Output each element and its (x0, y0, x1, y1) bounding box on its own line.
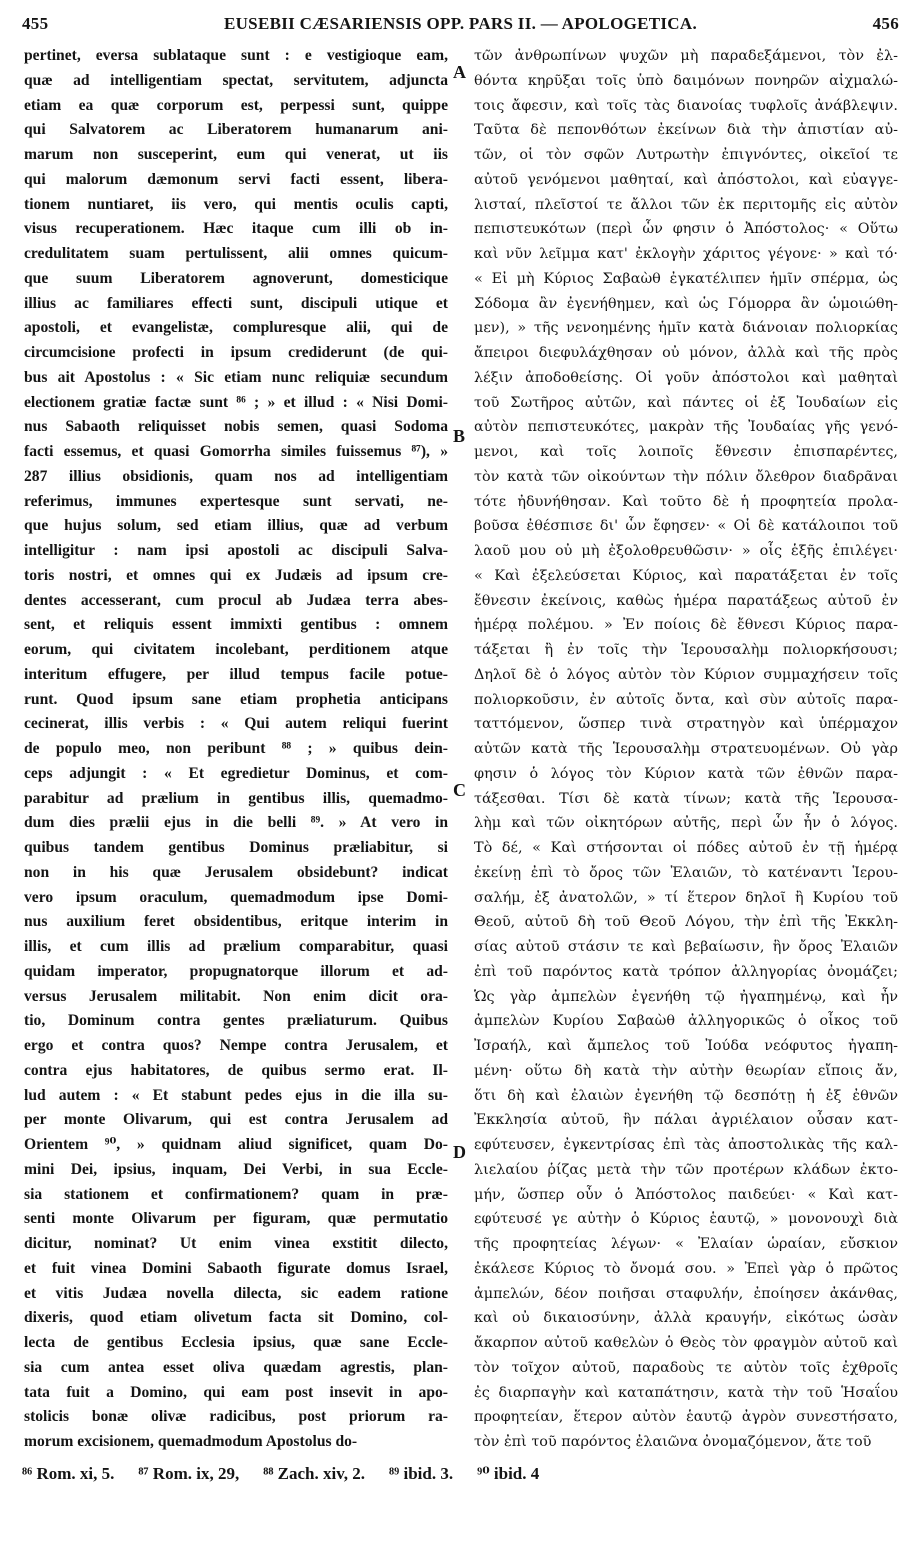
latin-text-line: contra ejus habitatores, de quibus sermo erat. Il- (24, 1061, 448, 1079)
footnote: ⁸⁹ ibid. 3. (389, 1464, 454, 1483)
page-number-right: 456 (872, 14, 899, 33)
greek-text-line: λισταί, πλεῖστοί τε ἄλλοι τῶν ἐκ περιτομῆς εἰς αὐτὸν (474, 196, 898, 213)
latin-text-line: nus auxilium feret obsidentibus, eritque interim in (24, 913, 448, 931)
latin-text-line: sent, et reliquis essent immixti gentibus : omnem (24, 616, 448, 634)
greek-text-line: τῶν, οἱ τὸν σφῶν Λυτρωτὴν ἐπιγνόντες, οἰκεῖοί τε (474, 147, 898, 163)
latin-text-line: qui malorum dæmonum servi facti essent, libera- (24, 170, 448, 188)
greek-text-line: καὶ νῦν λεῖμμα κατ' ἐκλογὴν χάριτος γέγονε· » καὶ τό· (474, 246, 898, 262)
greek-text-line: λὴμ καὶ τῶν οἰκητόρων αὐτῆς, περὶ ὧν ἦν ὁ λόγος. (474, 815, 898, 832)
greek-text-line: πολιορκοῦσιν, ἐν αὐτοῖς ὄντα, καὶ σὺν αὐτοῖς παρα- (474, 691, 898, 708)
greek-text-line: ἡμέρᾳ πολέμου. » Ἐν ποίοις δὲ ἔθνεσι Κύριος παρα- (474, 617, 898, 634)
page-header (22, 14, 899, 40)
greek-text-line: εφύτευσεν, ἐγκεντρίσας ἐπὶ τὰς ἀποστολικὰς τῆς καλ- (474, 1137, 898, 1153)
latin-text-line: de populo meo, non peribunt ⁸⁸ ; » quibus dein- (24, 740, 448, 757)
greek-text-line: ἔθνεσιν ἐκείνοις, καθὼς ἡμέρα παρατάξεως αὐτοῦ ἐν (474, 592, 898, 609)
footnote: ⁸⁸ Zach. xiv, 2. (263, 1464, 366, 1483)
greek-text-line: μενοι, καὶ τοῖς λοιποῖς ἔθνεσιν ἐπισπαρέντες, (474, 444, 898, 460)
footnote: ⁸⁶ Rom. xi, 5. (22, 1464, 115, 1483)
greek-text-line: Τὸ δέ, « Καὶ στήσονται οἱ πόδες αὐτοῦ ἐν τῇ ἡμέρᾳ (474, 840, 898, 856)
greek-text-line: Δηλοῖ δὲ ὁ λόγος αὐτὸν τὸν Κύριον συμμαχήσειν τοῖς (474, 666, 898, 683)
greek-text-line: Σόδομα ἂν ἐγενήθημεν, καὶ ὡς Γόμορρα ἂν ὡμοιώθη- (474, 295, 898, 312)
greek-text-line: τῆς προφητείας λέγων· « Ἐλαίαν ὡραίαν, εὔσκιον (474, 1236, 898, 1252)
latin-text-line: marum non susceperint, eum qui venerat, ut iis (24, 146, 448, 163)
footnote: ⁹⁰ ibid. 4 (477, 1464, 540, 1483)
latin-text-line: pertinet, eversa sublataque sunt : e vestigioque eam, (24, 47, 448, 64)
running-title: EUSEBII CÆSARIENSIS OPP. PARS II. — APOLOGETICA. (223, 14, 698, 33)
latin-text-line: tio, Dominum contra gentes præliaturum. Quibus (24, 1012, 448, 1030)
greek-text-line: λαοῦ μου οὐ μὴ ἐξολοθρευθῶσιν· » οἷς ἑξῆς ἐπιλέγει· (474, 543, 898, 559)
latin-text-line: dum dies prælii ejus in die belli ⁸⁹. » At vero in (24, 814, 448, 832)
latin-text-line: facti essemus, et quasi Gomorrha similes fuissemus ⁸⁷), » (24, 443, 448, 460)
latin-text-line: visus recuperationem. Hæc itaque cum illi ob in- (24, 220, 448, 238)
latin-text-line: que suum Liberatorem agnoverunt, domesticique (24, 269, 448, 287)
latin-text-line: tata fuit a Domino, qui eam post insevit in apo- (24, 1383, 448, 1401)
greek-text-line: « Καὶ ἐξελεύσεται Κύριος, καὶ παρατάξεται ἐν τοῖς (474, 567, 898, 584)
greek-text-line: προφητείαν, ἕτερον αὐτὸν ἑαυτῷ ἀγρὸν συνεστήσατο, (474, 1409, 898, 1426)
greek-text-line: τότε ἠδυνήθησαν. Καὶ τοῦτο δὲ ἡ προφητεία προλα- (474, 493, 898, 510)
footnotes (22, 1464, 899, 1484)
greek-text-line: ἐκάλεσε Κύριος τὸ ὄνομά σου. » Ἐπεὶ γὰρ ὁ πρῶτος (474, 1260, 898, 1277)
latin-text-line: apostoli, et evangelistæ, compluresque alii, qui de (24, 319, 448, 337)
latin-text-line: stolicis bonæ olivæ radicibus, post priorum ra- (24, 1408, 448, 1426)
greek-text-line: εφύτευσέ γε αὐτὴν ὁ Κύριος ἑαυτῷ, » μονονουχὶ διὰ (474, 1211, 898, 1228)
greek-text-line: « Εἰ μὴ Κύριος Σαβαὼθ ἐγκατέλιπεν ἡμῖν σπέρμα, ὡς (474, 270, 898, 287)
latin-text-line: illis, et cum illis ad prælium comparabitur, quasi (24, 938, 448, 955)
margin-marker-b: B (453, 426, 466, 446)
latin-text-line: toris nostri, et omnes qui ex Judæis ad ipsum cre- (24, 566, 448, 584)
latin-text-line: et vitis Judæa novella dilecta, sic eadem ratione (24, 1284, 448, 1302)
greek-text-line: αὐτοῦ γενόμενοι μαθηταί, καὶ ἀπόστολοι, καὶ εὐαγγε- (474, 171, 898, 188)
greek-text-line: μήν, ὥσπερ οὖν ὁ Ἀπόστολος παιδεύει· « Καὶ κατ- (474, 1186, 898, 1203)
latin-text-line: bus ait Apostolus : « Sic etiam nunc reliquiæ secundum (24, 368, 448, 386)
margin-marker-d: D (453, 1142, 466, 1162)
page-number-left: 455 (22, 14, 49, 33)
latin-text-line: morum excisionem, quemadmodum Apostolus do- (24, 1433, 358, 1450)
latin-text-line: et fuit vinea Domini Sabaoth figurate domus Israel, (24, 1259, 448, 1277)
latin-text-line: illius ac familiares effecti sunt, discipuli utique et (24, 294, 448, 312)
latin-text-line: eorum, qui civitatem incolebant, perditionem atque (24, 641, 448, 658)
greek-text-line: σίας αὐτοῦ στάσιν τε καὶ βεβαίωσιν, ἣν ὄρος Ἐλαιῶν (474, 939, 898, 955)
latin-text-line: dixeris, quod etiam olivetum facta sit Domino, col- (24, 1309, 448, 1327)
greek-text-line: αὐτὸν πεπιστευκότες, μακρὰν τῆς Ἰουδαίας γῆς γενό- (474, 419, 898, 436)
latin-text-line: etiam ea quæ corporum est, perpessi sunt, quippe (24, 96, 448, 114)
latin-text-line: sia cum antea esset oliva quædam agrestis, plan- (24, 1358, 448, 1376)
latin-text-line: parabitur ad prælium in gentibus illis, quemadmo- (24, 789, 448, 807)
greek-text-line: φησιν ὁ λόγος τὸν Κύριον κατὰ τῶν ἐθνῶν παρα- (474, 765, 898, 782)
latin-column (24, 44, 448, 1455)
latin-text-line: interitum effugere, per illud tempus facile potue- (24, 665, 448, 683)
greek-text-line: καὶ οὐ δικαιοσύνην, ἀλλὰ κραυγήν, εἰκότως ὡσὰν (474, 1310, 898, 1327)
latin-text-line: lud autem : « Et stabunt pedes ejus in die illa su- (24, 1086, 448, 1104)
latin-text-line: sia stationem et confirmationem? quam in præ- (24, 1185, 448, 1203)
greek-text-line: τάξεται ἢ ἐν τοῖς τὴν Ἱερουσαλὴμ πολιορκήσουσι; (474, 642, 898, 658)
greek-text-line: αὐτῶν κατὰ τῆς Ἱερουσαλὴμ στρατευομένων. Οὐ γὰρ (474, 741, 898, 757)
greek-text-line: Ὡς γὰρ ἀμπελὼν ἐγενήθη τῷ ἠγαπημένῳ, καὶ ἦν (474, 988, 898, 1005)
latin-text-line: dicitur, nominat? Ut enim vinea exstitit dilecto, (24, 1235, 448, 1252)
latin-text-line: que hujus solum, sed etiam illius, quæ ad verbum (24, 517, 448, 535)
greek-text-line: Θεοῦ, αὐτοῦ δὴ τοῦ Θεοῦ Λόγου, τὴν ἐπὶ τῆς Ἐκκλη- (474, 914, 898, 931)
latin-text-line: non in his quæ Jerusalem obsidebunt? indicat (24, 863, 448, 881)
latin-text-line: 287 illius obsidionis, quam nos ad intelligentiam (24, 467, 448, 485)
latin-text-line: runt. Quod ipsum sane etiam prophetia anticipans (24, 690, 448, 708)
greek-text-line: Ἰσραήλ, καὶ ἄμπελος τοῦ Ἰούδα νεόφυτος ἠγαπη- (474, 1038, 898, 1054)
greek-text-line: ὅτι δὴ καὶ ἐλαιὼν ἐγενήθη τῷ δεσπότῃ ἡ ἐξ ἐθνῶν (474, 1087, 898, 1104)
latin-text-line: versus Jerusalem militabit. Non enim dicit ora- (24, 987, 448, 1005)
latin-text-line: circumcisione profecti in ipsum crediderunt (de qui- (24, 344, 448, 361)
greek-text-line: ταττόμενον, ὥσπερ τινὰ στρατηγὸν καὶ ὑπέρμαχον (474, 716, 898, 733)
latin-text-line: Orientem ⁹⁰, » quidnam aliud significet, quam Do- (24, 1136, 448, 1153)
greek-text-line: Ἐκκλησία αὐτοῦ, ἣν πάλαι ἀγριέλαιον οὖσαν κατ- (474, 1112, 898, 1129)
latin-text-line: quidam imperator, propugnatorque illorum et ad- (24, 962, 448, 980)
greek-text-line: ἄκαρπον αὐτοῦ καθελὼν ὁ Θεὸς τὸν φραγμὸν αὐτοῦ καὶ (474, 1335, 898, 1351)
latin-text-line: dentes accesserant, cum procul ab Judæa terra abes- (24, 591, 448, 609)
footnote: ⁸⁷ Rom. ix, 29, (138, 1464, 240, 1483)
greek-text-line: τὸν κατὰ τῶν οἰκούντων τὴν πόλιν ὄλεθρον διαδρᾶναι (474, 468, 898, 485)
greek-text-line: ἀμπελών, δέον ποιῆσαι σταφυλήν, ἐποίησεν ἀκάνθας, (474, 1285, 898, 1302)
latin-text-line: electionem gratiæ factæ sunt ⁸⁶ ; » et illud : « Nisi Domi- (24, 393, 448, 411)
latin-text-line: referimus, immunes expertesque sunt servati, ne- (24, 492, 448, 510)
greek-text-line: ἐπὶ τοῦ παρόντος κατὰ τρόπον ἀλληγορίας ὀνομάζει; (474, 963, 898, 980)
latin-text-line: vero ipsum oraculum, quemadmodum ipse Domi- (24, 888, 448, 906)
latin-text-line: per monte Olivarum, qui est contra Jerusalem ad (24, 1111, 448, 1129)
latin-text-line: ergo et contra quos? Nempe contra Jerusalem, et (24, 1037, 448, 1054)
margin-marker-a: A (453, 62, 466, 82)
greek-text-line: μεν), » τῆς νενοημένης ἡμῖν κατὰ διάνοιαν πολιορκίας (474, 320, 898, 337)
latin-text-line: credulitatem suam pertulissent, alii omnes quicum- (24, 245, 448, 262)
greek-text-line: μένη· οὕτω δὴ κατὰ τὴν αὐτὴν θεωρίαν εἴποις ἄν, (474, 1062, 898, 1079)
greek-text-line: τῶν ἀνθρωπίνων ψυχῶν μὴ παραδεξάμενοι, τὸν ἐλ- (474, 48, 898, 64)
greek-text-line: τοις ἄφεσιν, καὶ τοῖς τὰς διανοίας τυφλοῖς ἀνάβλεψιν. (474, 97, 898, 114)
greek-text-line: ἄπειροι διεφυλάχθησαν οὐ μόνον, ἀλλὰ καὶ τῆς πρὸς (474, 345, 898, 361)
latin-text-line: intelligitur : nam ipsi apostoli ac discipuli Salva- (24, 542, 448, 559)
margin-marker-c: C (453, 780, 466, 800)
latin-text-line: cecinerat, illis verbis : « Qui autem reliqui fuerint (24, 715, 448, 733)
latin-text-line: lecta de gentibus Ecclesia ipsius, quæ sane Eccle- (24, 1334, 448, 1351)
greek-text-line: ἐκείνῃ ἐπὶ τὸ ὄρος τῶν Ἐλαιῶν, τὸ κατέναντι Ἱερου- (474, 864, 898, 881)
greek-text-line: λέξιν ἀποδοθείσης. Οἱ γοῦν ἀπόστολοι καὶ μαθηταὶ (474, 369, 898, 386)
latin-text-line: nus Sabaoth reliquisset nobis semen, quasi Sodoma (24, 418, 448, 436)
latin-text-line: senti monte Olivarum per figuram, quæ permutatio (24, 1210, 448, 1228)
greek-text-line: ἐς διαρπαγὴν καὶ καταπάτησιν, κατὰ τὴν τοῦ Ἡσαΐου (474, 1384, 898, 1401)
greek-text-line: τὸν τοῖχον αὐτοῦ, παραδοὺς τε αὐτὸν τοῖς ἐχθροῖς (474, 1359, 898, 1376)
latin-text-line: quibus tandem gentibus Dominus præliabitur, si (24, 839, 448, 856)
latin-text-line: ceps adjungit : « Et egredietur Dominus, et com- (24, 764, 448, 782)
greek-text-line: Ταῦτα δὲ πεπονθότων ἐκείνων διὰ τὴν ἀπιστίαν αὐ- (474, 122, 898, 139)
greek-text-line: λιελαίου ῥίζας μετὰ τὴν τῶν προτέρων κλάδων ἐκτο- (474, 1161, 898, 1178)
greek-text-line: βοῦσα ἐθέσπισε δι' ὧν ἔφησεν· « Οἱ δὲ κατάλοιποι τοῦ (474, 518, 898, 535)
greek-text-line: τάξεσθαι. Τίσι δὲ κατὰ τίνων; κατὰ τῆς Ἱερουσα- (474, 790, 898, 807)
greek-text-line: σαλήμ, ἐξ ἀνατολῶν, » τί ἕτερον δηλοῖ ἢ Κυρίου τοῦ (474, 889, 898, 906)
greek-column (474, 44, 898, 1455)
latin-text-line: mini Dei, ipsius, inquam, Dei Verbi, in sua Eccle- (24, 1160, 448, 1178)
latin-text-line: qui Salvatorem ac Liberatorem humanarum ani- (24, 121, 448, 139)
greek-text-line: ἀμπελὼν Κυρίου Σαβαὼθ ἀλληγορικῶς ὁ οἶκος τοῦ (474, 1013, 898, 1030)
latin-text-line: quæ ad intelligentiam spectat, servitutem, adjuncta (24, 71, 448, 89)
greek-text-line: θόντα κηρῦξαι τοῖς ὑπὸ δαιμόνων πονηρῶν αἰχμαλώ- (474, 72, 898, 89)
latin-text-line: tionem nuntiaret, iis vero, qui mentis oculis capti, (24, 195, 448, 213)
greek-text-line: τὸν ἐπὶ τοῦ παρόντος ἐλαιῶνα ὀνομαζόμενον, ἅτε τοῦ (474, 1434, 872, 1450)
greek-text-line: τοῦ Σωτῆρος αὐτῶν, καὶ πάντες οἱ ἐξ Ἰουδαίων εἰς (474, 394, 898, 411)
greek-text-line: πεπιστευκότων (περὶ ὧν φησιν ὁ Ἀπόστολος· « Οὕτω (474, 221, 898, 238)
